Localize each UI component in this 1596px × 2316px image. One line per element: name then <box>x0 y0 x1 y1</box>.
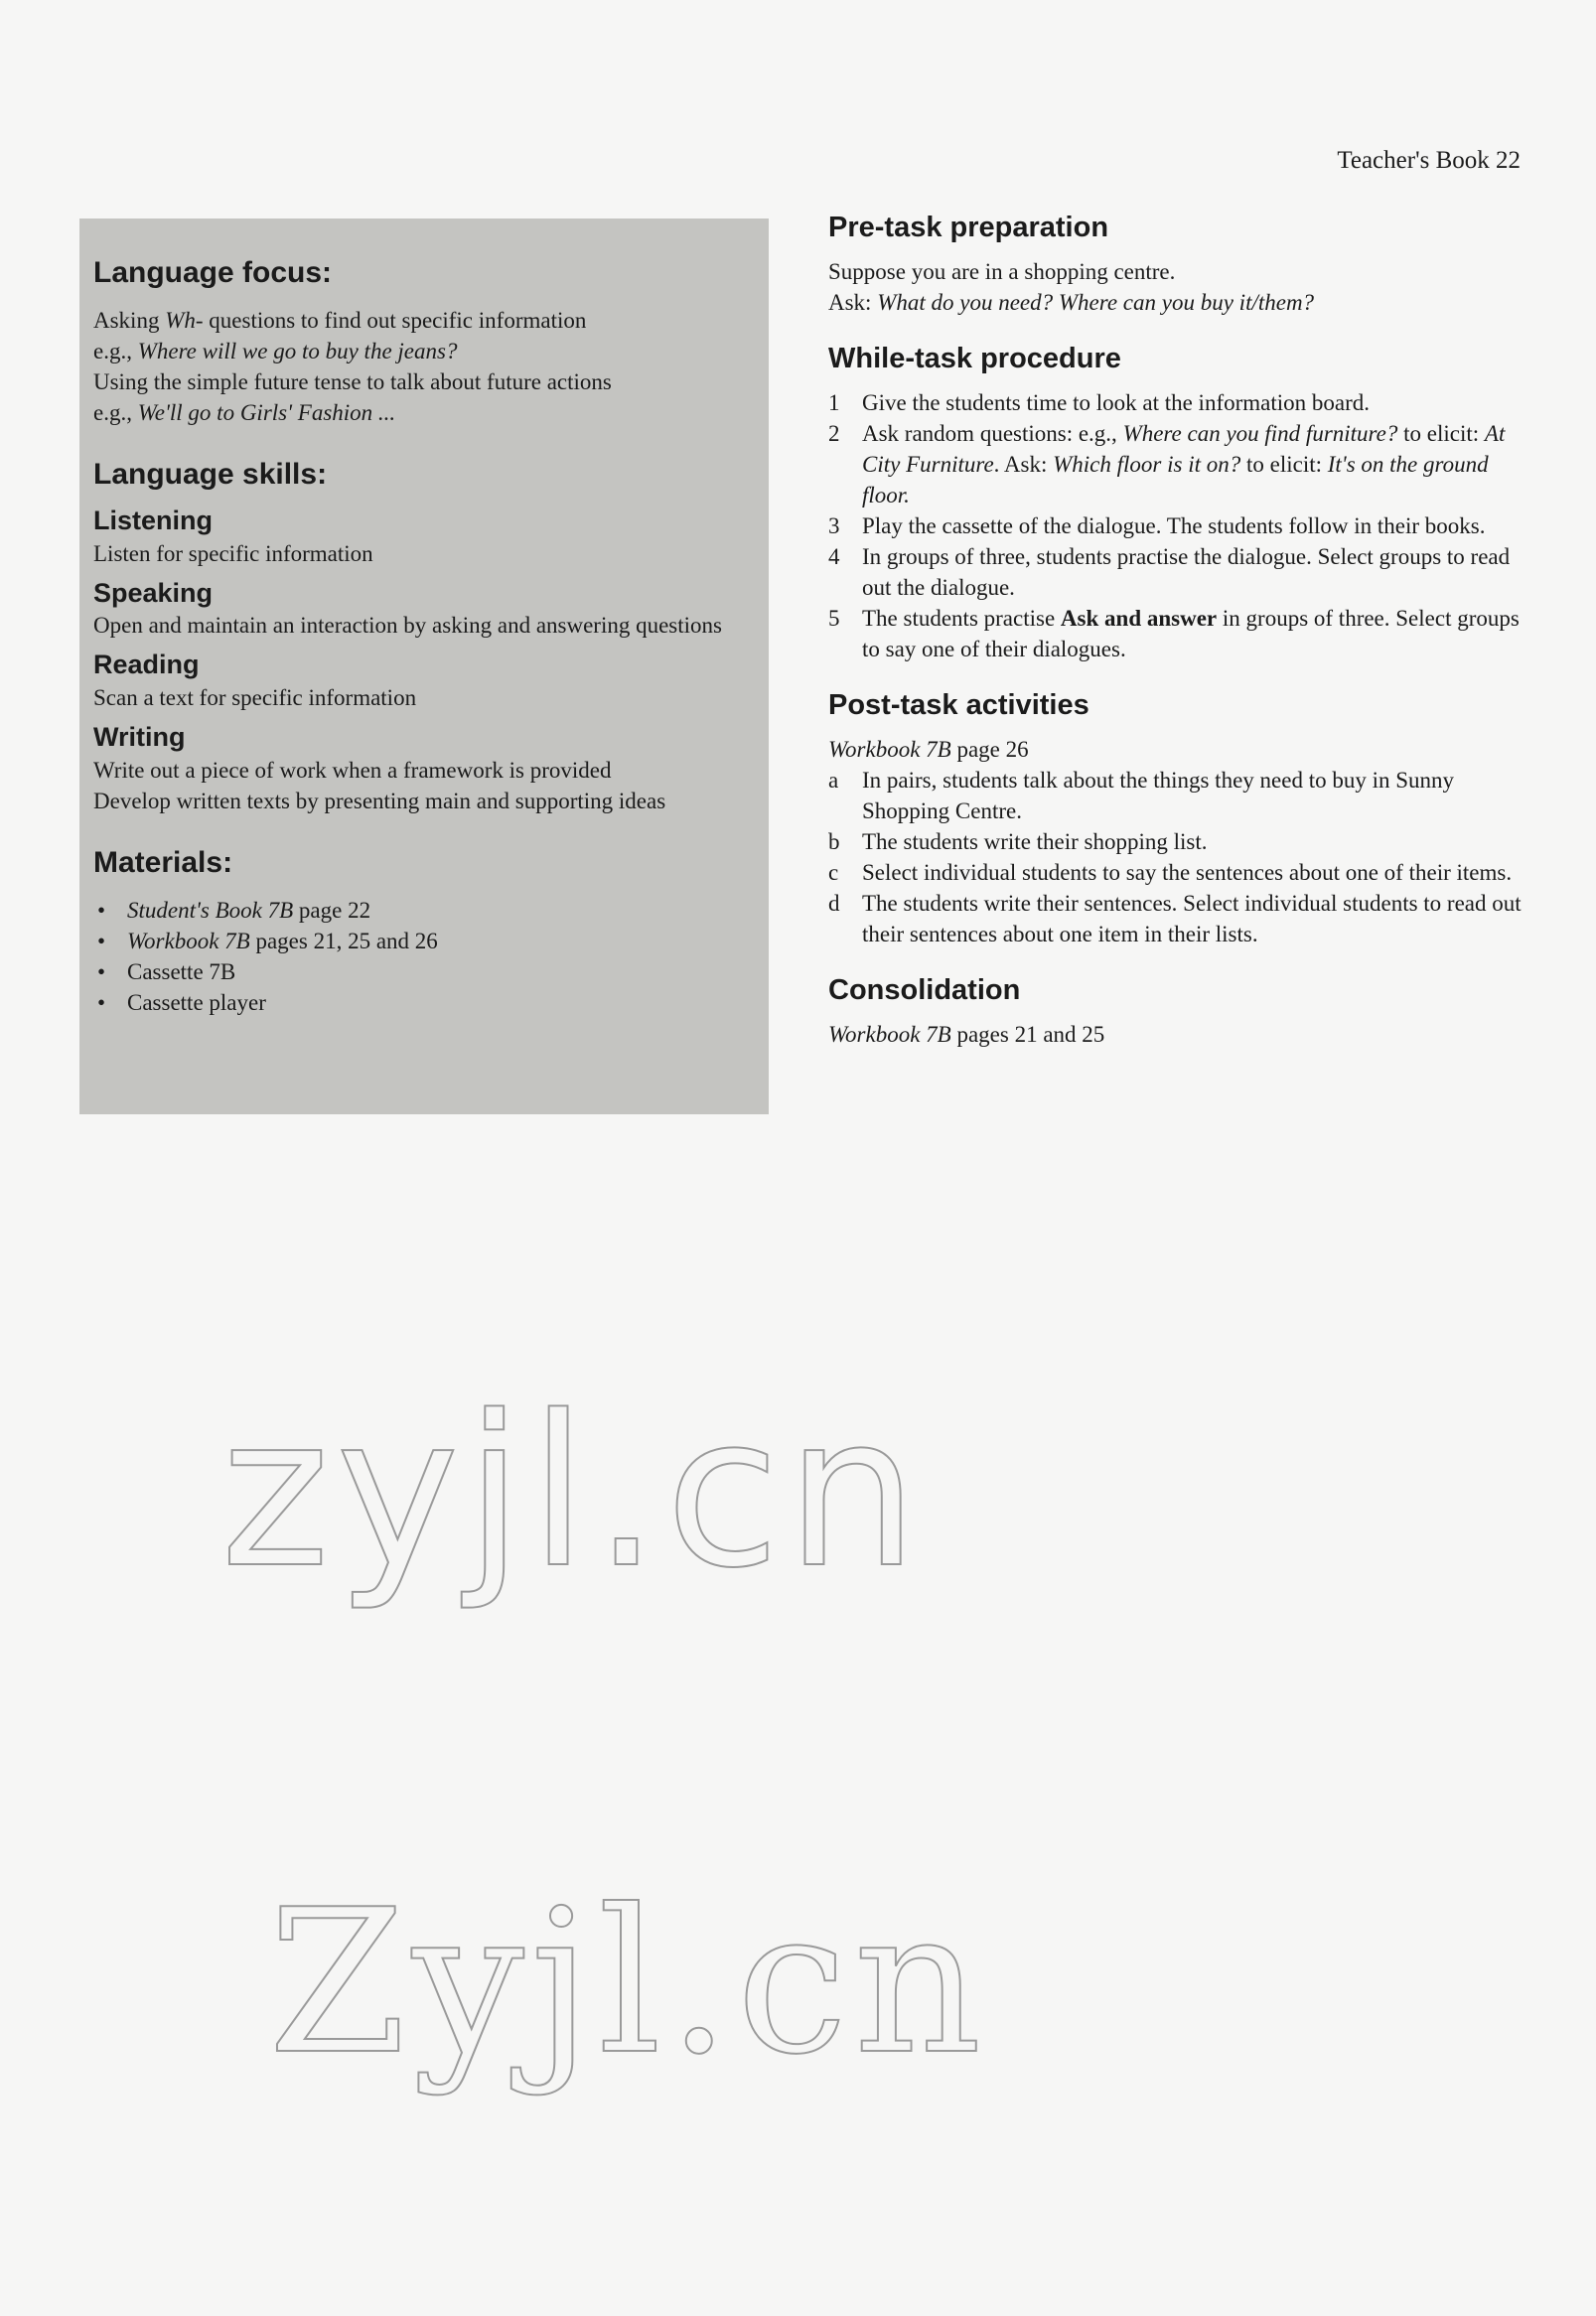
watermark-top: zyjl.cn <box>220 1371 925 1614</box>
while-task-section <box>828 344 1523 664</box>
writing-title: Writing <box>93 722 186 753</box>
pre-task-section <box>828 213 1523 318</box>
post-task-section <box>828 690 1523 949</box>
watermark-bottom: Zyjl.cn <box>268 1867 988 2099</box>
materials-heading: Materials: <box>93 845 233 879</box>
consolidation-text: Workbook 7B pages 21 and 25 <box>828 1021 1105 1047</box>
listening-title: Listening <box>93 506 213 535</box>
reading-title: Reading <box>93 650 200 680</box>
list-item: a In pairs, students talk about the things they need to buy in Sunny Shopping Centre. <box>828 767 1455 823</box>
list-item: d The students write their sentences. Select individual students to read out their sentences about one item in their lists. <box>828 890 1522 946</box>
list-item: b The students write their shopping list. <box>828 828 1208 854</box>
language-focus-text: Asking Wh- questions to find out specific information e.g., Where will we go to buy the jeans? Using the simple future tense to talk about future actions e.g., We'll go to Girls' Fashion ... <box>93 308 612 425</box>
list-item: 5 The students practise Ask and answer in groups of three. Select groups to say one of their dialogues. <box>828 605 1520 661</box>
language-skills-heading: Language skills: <box>93 458 328 491</box>
list-item: • Cassette 7B <box>93 956 755 987</box>
pre-task-heading: Pre-task preparation <box>828 212 1109 243</box>
while-task-heading: While-task procedure <box>828 342 1121 374</box>
writing-text: Write out a piece of work when a framework is provided Develop written texts by presenting main and supporting ideas <box>93 757 666 813</box>
procedure-column <box>828 213 1523 1076</box>
consolidation-section <box>828 975 1523 1050</box>
post-task-heading: Post-task activities <box>828 688 1089 721</box>
list-item: 4 In groups of three, students practise the dialogue. Select groups to read out the dialogue. <box>828 543 1511 600</box>
pre-task-text: Suppose you are in a shopping centre. Ask: What do you need? Where can you buy it/them? <box>828 258 1315 315</box>
post-task-workbook: Workbook 7B page 26 <box>828 736 1029 762</box>
list-item: 3 Play the cassette of the dialogue. The students follow in their books. <box>828 512 1486 538</box>
language-focus-heading: Language focus: <box>93 256 333 289</box>
page-number: Teacher's Book 22 <box>1337 147 1521 174</box>
list-item: • Cassette player <box>93 987 755 1018</box>
lesson-objectives-box <box>79 218 769 1114</box>
materials-list <box>93 895 755 1018</box>
list-item: 2 Ask random questions: e.g., Where can you find furniture? to elicit: At City Furniture. Ask: Which floor is it on? to elicit: It's on the ground floor. <box>828 420 1506 507</box>
list-item: c Select individual students to say the sentences about one of their items. <box>828 859 1513 885</box>
reading-text: Scan a text for specific information <box>93 685 417 711</box>
post-task-list <box>828 765 1523 949</box>
list-item: • Workbook 7B pages 21, 25 and 26 <box>93 926 755 956</box>
listening-text: Listen for specific information <box>93 540 373 566</box>
speaking-title: Speaking <box>93 577 214 608</box>
list-item: • Student's Book 7B page 22 <box>93 895 755 926</box>
list-item: 1 Give the students time to look at the information board. <box>828 389 1371 415</box>
speaking-text: Open and maintain an interaction by asking and answering questions <box>93 613 722 639</box>
consolidation-heading: Consolidation <box>828 973 1021 1006</box>
while-task-list <box>828 387 1523 664</box>
